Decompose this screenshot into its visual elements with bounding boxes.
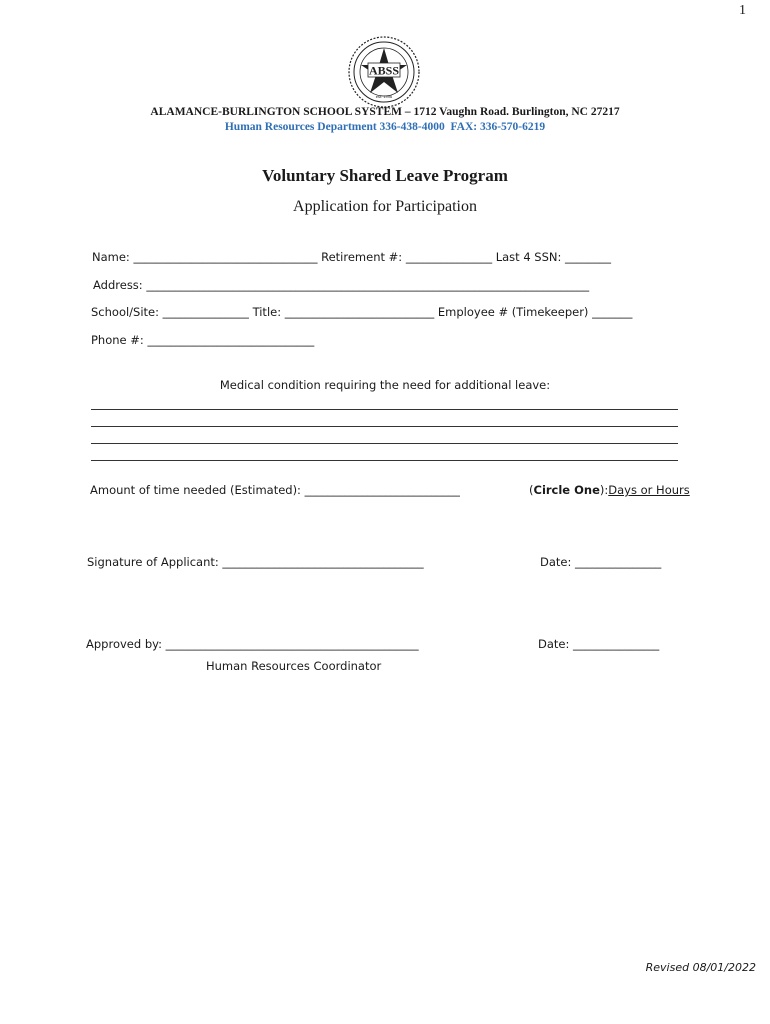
logo-letters: ABSS (368, 63, 400, 78)
medical-condition-label: Medical condition requiring the need for additional leave: (219, 378, 551, 392)
circle-one-label: Circle One (533, 483, 600, 497)
circle-one-choice[interactable] (529, 483, 690, 497)
approved-by-field[interactable]: Approved by: ____________________________________________ (86, 637, 419, 651)
circle-one-open: ( (529, 483, 534, 497)
amount-of-time-field[interactable]: Amount of time needed (Estimated): ___________________________ (90, 483, 460, 497)
applicant-signature-field[interactable]: Signature of Applicant: ___________________________________ (87, 555, 424, 569)
approver-role-label: Human Resources Coordinator (206, 659, 382, 673)
circle-one-close: ): (599, 483, 609, 497)
form-title: Voluntary Shared Leave Program (262, 166, 508, 185)
district-seal-logo (347, 35, 421, 109)
days-or-hours-options[interactable]: Days or Hours (608, 483, 690, 497)
logo-est: est. 1996 (375, 94, 393, 99)
applicant-date-field[interactable]: Date: _______________ (540, 555, 662, 569)
revision-date: Revised 08/01/2022 (645, 961, 756, 974)
name-retirement-ssn-row[interactable]: Name: ________________________________ Retirement #: _______________ Last 4 SSN: ________ (92, 250, 612, 264)
medical-condition-line[interactable] (91, 443, 678, 444)
phone-row[interactable]: Phone #: _____________________________ (91, 333, 315, 347)
school-title-employee-row[interactable]: School/Site: _______________ Title: __________________________ Employee # (Timekeeper) _______ (91, 305, 633, 319)
header-contact: Human Resources Department 336-438-4000 FAX: 336-570-6219 (224, 121, 546, 133)
medical-condition-line[interactable] (91, 409, 678, 410)
medical-condition-line[interactable] (91, 460, 678, 461)
approval-date-field[interactable]: Date: _______________ (538, 637, 660, 651)
address-row[interactable]: Address: _____________________________________________________________________________ (93, 278, 590, 292)
medical-condition-line[interactable] (91, 426, 678, 427)
form-subtitle: Application for Participation (293, 198, 477, 215)
page-number: 1 (739, 3, 746, 18)
header-address: ALAMANCE-BURLINGTON SCHOOL SYSTEM – 1712 Vaughn Road. Burlington, NC 27217 (150, 106, 620, 118)
